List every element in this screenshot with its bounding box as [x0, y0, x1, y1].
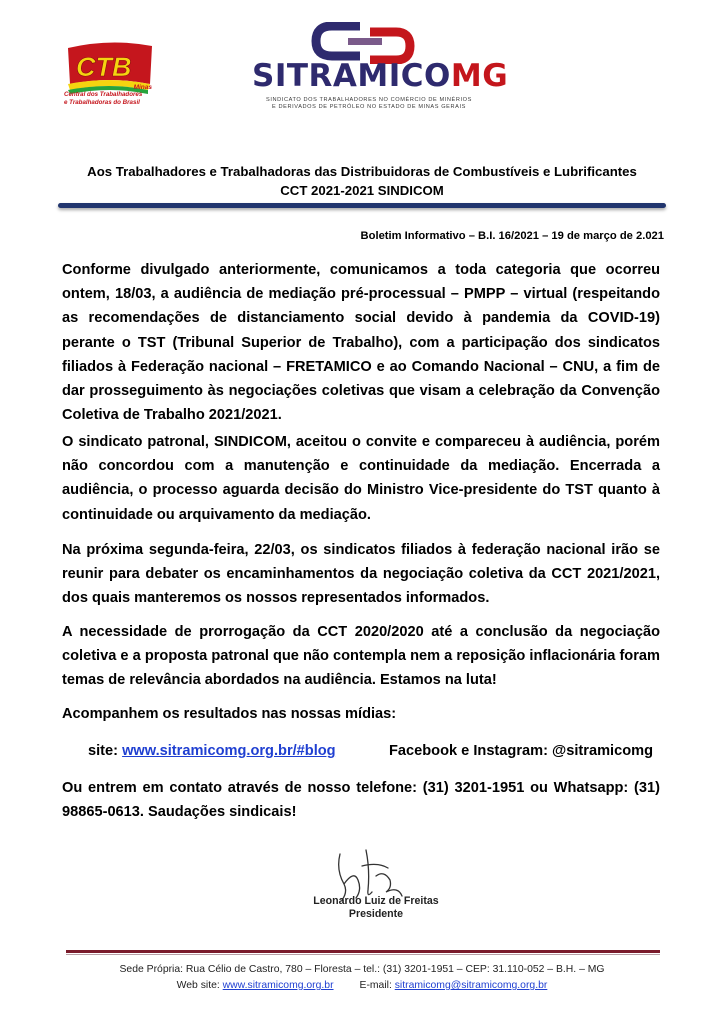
sitramicomg-subtitle — [262, 97, 476, 111]
paragraph-mediation-hearing: Conforme divulgado anteriormente, comunicamos a toda categoria que ocorreu ontem, 18/03, a audiência de mediação pré-processual – PMPP – virtual (respeitando as recomendações de distanciamento social devido à pandemia da COVID-19) perante o TST (Tribunal Superior de Trabalho), com a participação dos sindicatos filiados à Federação nacional – FRETAMICO e ao Comando Nacional – CNU, a fim de dar prosseguimento às negociações coletivas que visam a celebração da Convenção Coletiva de Trabalho 2021/2021. — [62, 262, 660, 424]
social-handle: Facebook e Instagram: @sitramicomg — [389, 743, 654, 759]
footer-email-link[interactable]: sitramicomg@sitramicomg.org.br — [394, 980, 548, 991]
paragraph-extension: A necessidade de prorrogação da CCT 2020/2020 até a conclusão da negociação coletiva e a proposta patronal que não contempla nem a reposição inflacionária foram temas de relevância abordados na audiência. Estamos na luta! — [62, 624, 660, 689]
ctb-caption-line1: Central dos Trabalhadores — [64, 91, 143, 99]
signatory-name: Leonardo Luiz de Freitas — [313, 895, 439, 907]
footer-divider-shadow — [66, 954, 660, 955]
site-label: site: — [88, 743, 123, 759]
footer-web-label: Web site: — [176, 980, 223, 991]
document-heading — [40, 162, 684, 200]
footer-divider — [66, 950, 660, 953]
signatory-title: Presidente — [348, 907, 404, 920]
header-divider — [58, 203, 666, 208]
footer-web-link[interactable]: www.sitramicomg.org.br — [222, 980, 334, 991]
heading-line1: Aos Trabalhadores e Trabalhadoras das Distribuidoras de Combustíveis e Lubrificantes — [87, 164, 637, 179]
sitramicomg-subtitle-line2: E DERIVADOS DE PETRÓLEO NO ESTADO DE MINAS GERAIS — [272, 104, 466, 110]
site-link[interactable]: www.sitramicomg.org.br/#blog — [122, 743, 336, 759]
paragraph-next-meeting: Na próxima segunda-feira, 22/03, os sindicatos filiados à federação nacional irão se reunir para debater os encaminhamentos da negociação coletiva da CCT 2021/2021, dos quais manteremos os nossos representados informados. — [62, 542, 660, 607]
ctb-caption-line2: e Trabalhadoras do Brasil — [64, 98, 140, 106]
svg-text:CTB: CTB — [76, 52, 132, 82]
sitramicomg-name-suffix: MG — [450, 58, 509, 94]
footer — [60, 962, 664, 994]
sitramicomg-name-main: SITRAMICO — [252, 58, 451, 94]
footer-address: Sede Própria: Rua Célio de Castro, 780 – Floresta – tel.: (31) 3201-1951 – CEP: 31.110-052 – B.H. – MG — [119, 964, 605, 975]
bulletin-info: Boletim Informativo – B.I. 16/2021 – 19 de março de 2.021 — [360, 230, 664, 242]
paragraph-follow-media: Acompanhem os resultados nas nossas mídias: — [62, 706, 397, 722]
signatory — [296, 895, 456, 920]
ctb-caption — [64, 84, 174, 106]
paragraph-contact: Ou entrem em contato através de nosso telefone: (31) 3201-1951 ou Whatsapp: (31) 98865-0613. Saudações sindicais! — [62, 780, 660, 821]
footer-email-label: E-mail: — [359, 980, 395, 991]
ctb-region: Minas — [133, 84, 152, 91]
paragraph-sindicom-response: O sindicato patronal, SINDICOM, aceitou o convite e compareceu à audiência, porém não concordou com a manutenção e continuidade da mediação. Encerrada a audiência, o processo aguarda decisão do Ministro Vice-presidente do TST quanto à continuidade ou arquivamento da mediação. — [62, 434, 660, 523]
media-links — [88, 740, 668, 762]
sitramicomg-wordmark — [252, 58, 509, 94]
heading-line2: CCT 2021-2021 SINDICOM — [280, 183, 444, 198]
sitramicomg-subtitle-line1: SINDICATO DOS TRABALHADORES NO COMÉRCIO DE MINÉRIOS — [266, 97, 472, 103]
